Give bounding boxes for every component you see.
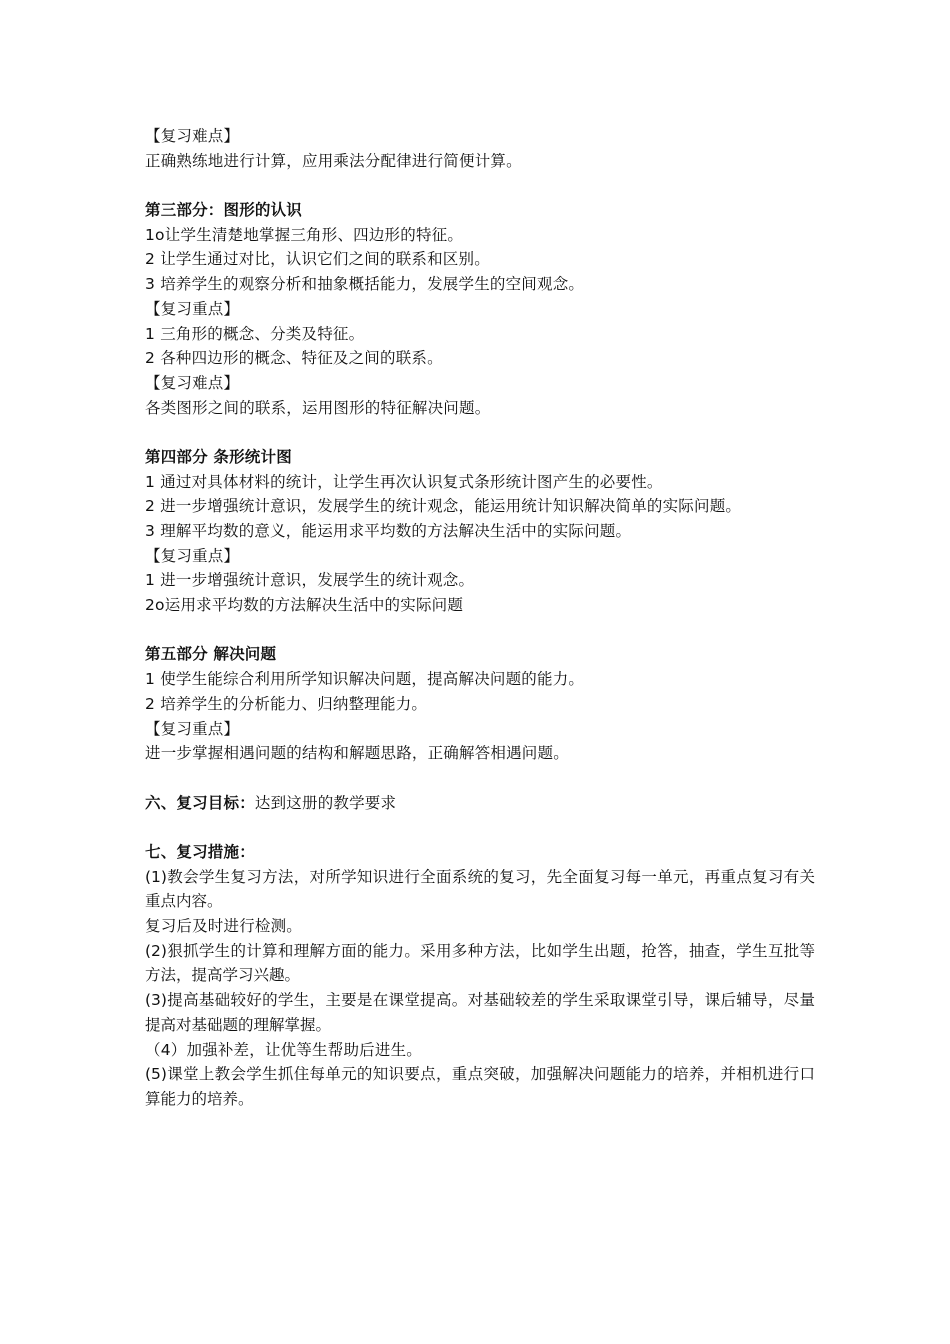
section-title-part4: 第四部分 条形统计图 — [145, 447, 292, 466]
difficulty-text: 各类图形之间的联系，运用图形的特征解决问题。 — [145, 398, 491, 417]
list-item: 1o让学生清楚地掌握三角形、四边形的特征。 — [145, 225, 464, 244]
list-item: 2o运用求平均数的方法解决生活中的实际问题 — [145, 596, 464, 615]
list-item: 1 三角形的概念、分类及特征。 — [145, 324, 365, 343]
section-title-part3: 第三部分：图形的认识 — [145, 201, 303, 220]
difficulty-heading: 【复习难点】 — [145, 373, 240, 392]
measure-item: (1)教会学生复习方法，对所学知识进行全面系统的复习，先全面复习每一单元，再重点复习有关重点内容。 — [145, 867, 815, 911]
key-heading: 【复习重点】 — [145, 719, 240, 738]
list-item: 3 理解平均数的意义，能运用求平均数的方法解决生活中的实际问题。 — [145, 522, 632, 540]
difficulty-text: 正确熟练地进行计算，应用乘法分配律进行简便计算。 — [145, 151, 522, 170]
list-item: 2 培养学生的分析能力、归纳整理能力。 — [145, 694, 428, 713]
spacer — [145, 173, 815, 198]
difficulty-heading: 【复习难点】 — [145, 127, 240, 145]
measure-item: (3)提高基础较好的学生，主要是在课堂提高。对基础较差的学生采取课堂引导，课后辅导，尽量提高对基础题的理解掌握。 — [145, 991, 815, 1034]
list-item: 2 让学生通过对比，认识它们之间的联系和区别。 — [145, 250, 490, 269]
key-heading: 【复习重点】 — [145, 299, 240, 318]
spacer — [145, 618, 815, 643]
list-item: 1 使学生能综合利用所学知识解决问题，提高解决问题的能力。 — [145, 670, 585, 689]
key-heading: 【复习重点】 — [145, 546, 240, 565]
section-six-label: 六、复习目标： — [145, 793, 255, 812]
section-title-part5: 第五部分 解决问题 — [145, 645, 277, 664]
measure-item: （4）加强补差，让优等生帮助后进生。 — [145, 1040, 422, 1059]
key-text: 进一步掌握相遇问题的结构和解题思路，正确解答相遇问题。 — [145, 744, 569, 763]
measure-item: (5)课堂上教会学生抓住每单元的知识要点，重点突破，加强解决问题能力的培养，并相机进行口算能力的培养。 — [145, 1065, 815, 1108]
list-item: 1 通过对具体材料的统计，让学生再次认识复式条形统计图产生的必要性。 — [145, 472, 663, 491]
spacer — [145, 766, 815, 791]
spacer — [145, 420, 815, 445]
section-six-text: 达到这册的教学要求 — [254, 793, 397, 812]
document-page — [145, 124, 815, 1112]
spacer — [145, 815, 815, 840]
section-six — [145, 791, 815, 816]
measure-item: (2)狠抓学生的计算和理解方面的能力。采用多种方法，比如学生出题，抢答，抽查，学生互批等方法，提高学习兴趣。 — [145, 941, 815, 985]
list-item: 2 各种四边形的概念、特征及之间的联系。 — [145, 349, 443, 368]
measure-item: 复习后及时进行检测。 — [145, 917, 303, 936]
list-item: 3 培养学生的观察分析和抽象概括能力，发展学生的空间观念。 — [145, 275, 585, 294]
list-item: 2 进一步增强统计意识，发展学生的统计观念，能运用统计知识解决简单的实际问题。 — [145, 497, 742, 516]
section-seven-label: 七、复习措施： — [145, 842, 255, 861]
list-item: 1 进一步增强统计意识，发展学生的统计观念。 — [145, 571, 475, 590]
